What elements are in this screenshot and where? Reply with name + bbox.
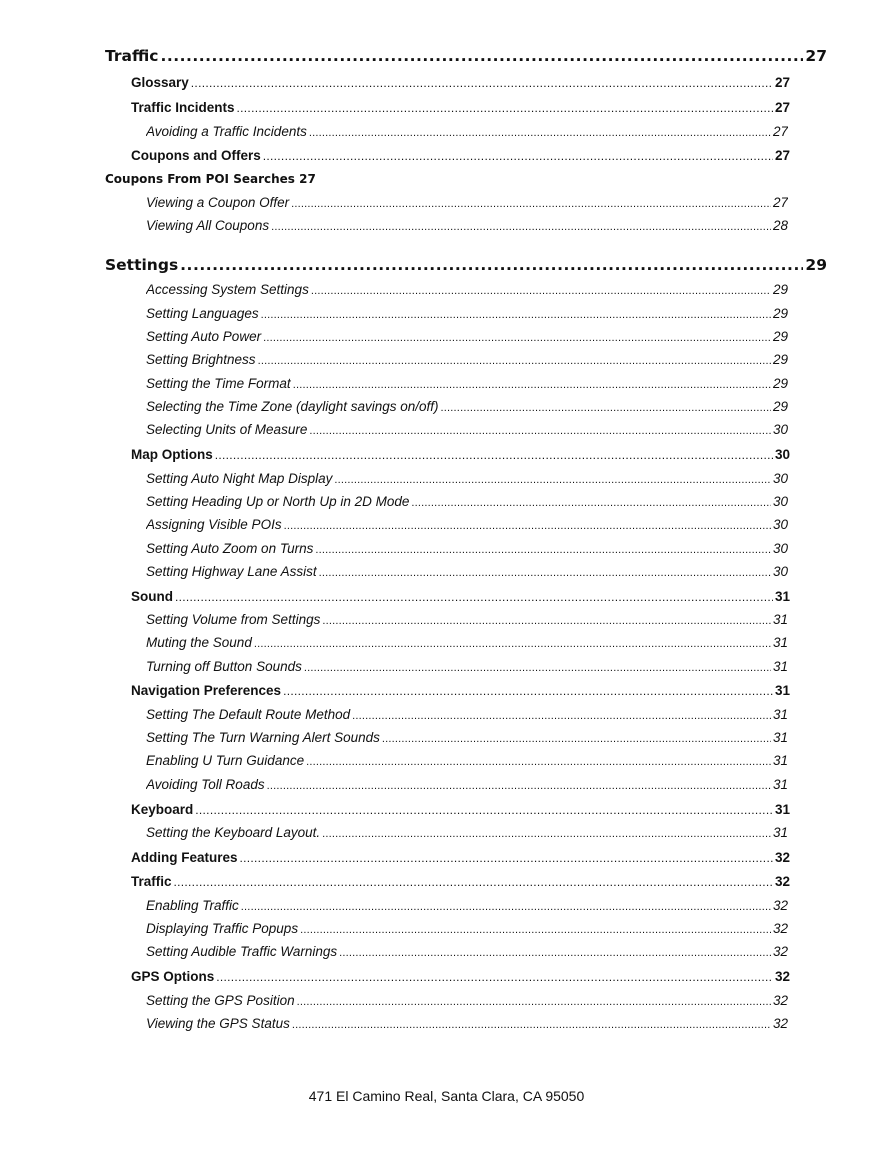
toc-entry-glossary[interactable] — [131, 75, 790, 90]
toc-entry-page: 29 — [772, 352, 788, 367]
toc-entry-page: 32 — [774, 850, 790, 865]
toc-entry-selecting-units-of-measure[interactable] — [146, 422, 788, 437]
dot-leader — [309, 127, 771, 139]
dot-leader — [180, 256, 803, 274]
toc-entry-title: Setting Highway Lane Assist — [146, 564, 317, 579]
toc-entry-page: 31 — [772, 635, 788, 650]
toc-entry-title: Viewing All Coupons — [146, 218, 270, 233]
toc-entry-page: 30 — [772, 422, 788, 437]
toc-entry-title: Setting Heading Up or North Up in 2D Mode — [146, 494, 410, 509]
toc-entry-enabling-traffic[interactable] — [146, 898, 788, 913]
toc-entry-page: 31 — [772, 825, 788, 840]
toc-entry-title: Selecting the Time Zone (daylight savings on/off) — [146, 399, 439, 414]
dot-leader — [306, 756, 771, 768]
toc-entry-title: Avoiding a Traffic Incidents — [146, 124, 307, 139]
toc-entry-page: 29 — [772, 399, 788, 414]
toc-entry-title: Traffic — [105, 47, 159, 65]
dot-leader — [160, 47, 803, 65]
dot-leader — [293, 379, 771, 391]
dot-leader — [382, 733, 771, 745]
toc-entry-page: 32 — [774, 969, 790, 984]
toc-entry-page: 32 — [772, 921, 788, 936]
toc-entry-setting-volume[interactable] — [146, 612, 788, 627]
dot-leader — [263, 332, 771, 344]
toc-entry-page: 31 — [772, 777, 788, 792]
toc-entry-setting-brightness[interactable] — [146, 352, 788, 367]
toc-entry-muting-the-sound[interactable] — [146, 635, 788, 650]
toc-entry-title: Coupons From POI Searches 27 — [105, 172, 316, 186]
toc-entry-map-options[interactable] — [131, 447, 790, 462]
toc-entry-page: 32 — [772, 1016, 788, 1031]
toc-entry-title: Enabling Traffic — [146, 898, 239, 913]
toc-entry-title: Glossary — [131, 75, 189, 90]
dot-leader — [216, 970, 773, 984]
toc-entry-page: 31 — [772, 612, 788, 627]
toc-entry-title: Keyboard — [131, 802, 194, 817]
toc-entry-title: Setting Auto Zoom on Turns — [146, 541, 314, 556]
dot-leader — [283, 684, 773, 698]
toc-entry-avoiding-toll-roads[interactable] — [146, 777, 788, 792]
toc-entry-page: 30 — [774, 447, 790, 462]
toc-entry-setting-auto-night-map[interactable] — [146, 471, 788, 486]
dot-leader — [263, 149, 773, 163]
dot-leader — [352, 710, 771, 722]
dot-leader — [322, 615, 771, 627]
toc-entry-page: 30 — [772, 564, 788, 579]
toc-entry-traffic-section[interactable] — [131, 874, 790, 889]
page-footer-address: 471 El Camino Real, Santa Clara, CA 95050 — [308, 1088, 585, 1104]
toc-entry-page: 30 — [772, 517, 788, 532]
dot-leader — [322, 828, 771, 840]
dot-leader — [240, 851, 773, 865]
toc-entry-title: Setting The Turn Warning Alert Sounds — [146, 730, 380, 745]
toc-entry-page: 27 — [774, 148, 790, 163]
dot-leader — [304, 662, 771, 674]
toc-entry-page: 27 — [772, 124, 788, 139]
toc-entry-page: 27 — [774, 75, 790, 90]
toc-entry-coupons-from-poi-searches[interactable] — [105, 172, 405, 186]
toc-entry-viewing-all-coupons[interactable] — [146, 218, 788, 233]
toc-entry-settings-chapter[interactable] — [105, 256, 827, 274]
dot-leader — [254, 638, 771, 650]
toc-entry-title: Setting the Time Format — [146, 376, 291, 391]
dot-leader — [271, 221, 771, 233]
dot-leader — [191, 76, 773, 90]
toc-entry-title: Setting Auto Power — [146, 329, 262, 344]
dot-leader — [309, 425, 771, 437]
toc-entry-title: Setting Audible Traffic Warnings — [146, 944, 338, 959]
toc-entry-title: Selecting Units of Measure — [146, 422, 308, 437]
toc-entry-title: Avoiding Toll Roads — [146, 777, 265, 792]
toc-entry-title: Turning off Button Sounds — [146, 659, 302, 674]
toc-entry-page: 32 — [772, 944, 788, 959]
toc-entry-title: Displaying Traffic Popups — [146, 921, 299, 936]
toc-entry-setting-keyboard-layout[interactable] — [146, 825, 788, 840]
toc-entry-page: 31 — [772, 753, 788, 768]
toc-entry-page: 30 — [772, 541, 788, 556]
dot-leader — [411, 497, 771, 509]
dot-leader — [215, 448, 773, 462]
toc-entry-enabling-u-turn-guidance[interactable] — [146, 753, 788, 768]
toc-entry-keyboard[interactable] — [131, 802, 790, 817]
toc-entry-page: 31 — [772, 730, 788, 745]
toc-entry-page: 29 — [805, 256, 827, 274]
toc-entry-traffic-incidents[interactable] — [131, 100, 790, 115]
toc-entry-title: Setting the GPS Position — [146, 993, 295, 1008]
toc-entry-title: Setting Volume from Settings — [146, 612, 321, 627]
toc-entry-default-route-method[interactable] — [146, 707, 788, 722]
toc-entry-page: 29 — [772, 306, 788, 321]
toc-entry-title: Viewing the GPS Status — [146, 1016, 290, 1031]
toc-entry-accessing-system-settings[interactable] — [146, 282, 788, 297]
dot-leader — [441, 402, 771, 414]
dot-leader — [291, 198, 771, 210]
dot-leader — [297, 996, 771, 1008]
toc-entry-setting-highway-lane-assist[interactable] — [146, 564, 788, 579]
dot-leader — [311, 285, 771, 297]
dot-leader — [319, 567, 771, 579]
toc-entry-title: Enabling U Turn Guidance — [146, 753, 305, 768]
dot-leader — [334, 474, 771, 486]
toc-entry-title: Setting Languages — [146, 306, 259, 321]
toc-entry-displaying-traffic-popups[interactable] — [146, 921, 788, 936]
toc-entry-setting-languages[interactable] — [146, 306, 788, 321]
toc-entry-title: Traffic Incidents — [131, 100, 235, 115]
toc-entry-navigation-preferences[interactable] — [131, 683, 790, 698]
toc-entry-title: Adding Features — [131, 850, 238, 865]
toc-entry-avoiding-traffic-incidents[interactable] — [146, 124, 788, 139]
toc-entry-page: 31 — [772, 659, 788, 674]
toc-entry-page: 27 — [805, 47, 827, 65]
toc-entry-title: Setting the Keyboard Layout. — [146, 825, 321, 840]
toc-entry-title: Sound — [131, 589, 173, 604]
toc-entry-page: 27 — [772, 195, 788, 210]
toc-entry-sound[interactable] — [131, 589, 790, 604]
toc-entry-page: 30 — [772, 471, 788, 486]
toc-entry-page: 28 — [772, 218, 788, 233]
toc-entry-setting-auto-power[interactable] — [146, 329, 788, 344]
toc-entry-title: Accessing System Settings — [146, 282, 309, 297]
toc-entry-page: 31 — [774, 589, 790, 604]
toc-entry-title: Navigation Preferences — [131, 683, 282, 698]
dot-leader — [174, 875, 773, 889]
toc-entry-title: Setting Brightness — [146, 352, 256, 367]
toc-entry-page: 32 — [772, 898, 788, 913]
toc-entry-selecting-time-zone[interactable] — [146, 399, 788, 414]
toc-entry-title: Coupons and Offers — [131, 148, 261, 163]
toc-entry-adding-features[interactable] — [131, 850, 790, 865]
toc-entry-title: Assigning Visible POIs — [146, 517, 282, 532]
toc-entry-setting-gps-position[interactable] — [146, 993, 788, 1008]
toc-entry-page: 29 — [772, 282, 788, 297]
toc-entry-title: Muting the Sound — [146, 635, 252, 650]
toc-entry-assigning-visible-pois[interactable] — [146, 517, 788, 532]
toc-entry-setting-auto-zoom[interactable] — [146, 541, 788, 556]
dot-leader — [300, 924, 771, 936]
dot-leader — [261, 309, 771, 321]
dot-leader — [175, 590, 773, 604]
toc-entry-page: 31 — [774, 683, 790, 698]
toc-entry-page: 29 — [772, 376, 788, 391]
toc-entry-page: 31 — [774, 802, 790, 817]
dot-leader — [258, 355, 771, 367]
toc-entry-turn-warning-alert-sounds[interactable] — [146, 730, 788, 745]
toc-entry-turning-off-button-sounds[interactable] — [146, 659, 788, 674]
toc-entry-audible-traffic-warnings[interactable] — [146, 944, 788, 959]
toc-entry-title: Settings — [105, 256, 179, 274]
toc-entry-page: 27 — [774, 100, 790, 115]
toc-entry-page: 29 — [772, 329, 788, 344]
toc-entry-viewing-gps-status[interactable] — [146, 1016, 788, 1031]
toc-entry-page: 30 — [772, 494, 788, 509]
dot-leader — [241, 901, 771, 913]
toc-entry-title: GPS Options — [131, 969, 215, 984]
toc-entry-setting-heading-up[interactable] — [146, 494, 788, 509]
toc-entry-page: 32 — [772, 993, 788, 1008]
dot-leader — [267, 780, 771, 792]
toc-entry-title: Setting The Default Route Method — [146, 707, 351, 722]
toc-entry-title: Map Options — [131, 447, 213, 462]
toc-entry-setting-time-format[interactable] — [146, 376, 788, 391]
dot-leader — [292, 1019, 771, 1031]
toc-entry-title: Traffic — [131, 874, 172, 889]
toc-entry-page: 31 — [772, 707, 788, 722]
toc-entry-title: Viewing a Coupon Offer — [146, 195, 290, 210]
dot-leader — [237, 101, 773, 115]
toc-entry-viewing-coupon-offer[interactable] — [146, 195, 788, 210]
dot-leader — [339, 947, 771, 959]
toc-entry-traffic-chapter[interactable] — [105, 47, 827, 65]
dot-leader — [315, 544, 771, 556]
dot-leader — [195, 803, 773, 817]
toc-entry-gps-options[interactable] — [131, 969, 790, 984]
toc-entry-coupons-and-offers[interactable] — [131, 148, 790, 163]
toc-entry-title: Setting Auto Night Map Display — [146, 471, 333, 486]
toc-entry-page: 32 — [774, 874, 790, 889]
dot-leader — [284, 520, 771, 532]
